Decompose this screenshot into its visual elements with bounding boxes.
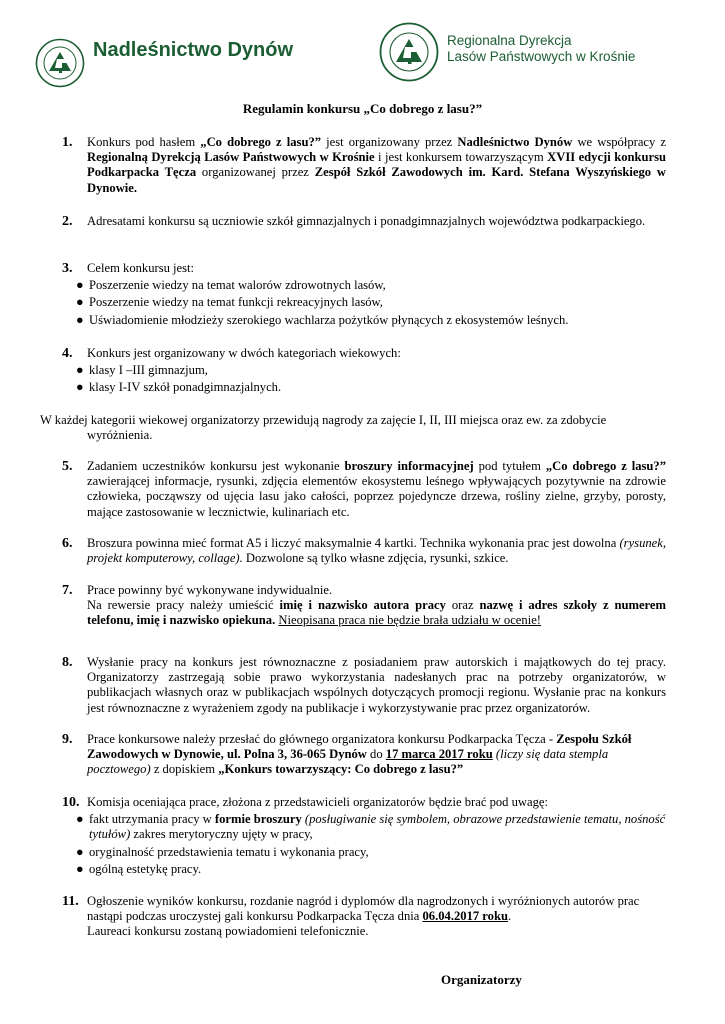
item-number: 11. xyxy=(62,894,79,909)
list-item-text: oryginalność przedstawienia tematu i wykonania pracy, xyxy=(89,844,369,859)
text-run: Zadaniem uczestników konkursu jest wykonanie xyxy=(87,459,345,473)
rule-item-8 xyxy=(62,655,666,716)
item-text xyxy=(87,135,666,196)
edition-name: XVII edycji konkursu Podkarpacka Tęcza xyxy=(87,150,667,180)
rule-item-4 xyxy=(62,346,666,396)
item-text: Wysłanie pracy na konkurs jest równoznaczne z posiadaniem praw autorskich i majątkowych do tej pracy. Organizatorzy zastrzegają sobie prawo wykorzystania nadesłanych prac na potrzeby organizatorów, w publikacjach własnych oraz w publikacjach wspólnych dotyczących promocji regionu. Wysłanie prac na konkurs jest równoznaczne z wyrażeniem zgody na publikacje i wykorzystywanie prac przez organizatorów. xyxy=(87,655,666,715)
rule-item-11 xyxy=(62,894,666,940)
text-block xyxy=(87,598,666,628)
text-run: organizowanej przez xyxy=(196,165,315,180)
lasy-panstwowe-logo-left xyxy=(35,38,85,88)
criteria-list xyxy=(62,812,666,877)
text-run: oraz xyxy=(445,598,480,613)
text-run: Na rewersie pracy należy umieścić xyxy=(87,598,280,613)
deadline-date: 17 marca 2017 roku xyxy=(385,747,493,762)
text-line: Laureaci konkursu zostaną powiadomieni telefonicznie. xyxy=(87,924,369,939)
list-item-text: Uświadomienie młodzieży szerokiego wachlarza pożytków płynących z ekosystemów leśnych. xyxy=(89,312,569,327)
author-requirement: imię i nazwisko autora pracy xyxy=(279,598,446,613)
rule-item-2 xyxy=(62,214,666,229)
partner-name: Regionalną Dyrekcją Lasów Państwowych w Krośnie xyxy=(87,150,375,165)
warning-note: Nieopisana praca nie będzie brała udziału w ocenie! xyxy=(278,613,541,628)
rule-item-1 xyxy=(62,135,666,196)
item-text: Konkurs jest organizowany w dwóch kategoriach wiekowych: xyxy=(87,346,401,360)
item-number: 1. xyxy=(62,135,73,150)
brochure-label: broszury informacyjnej xyxy=(344,459,474,473)
bullet-icon: ● xyxy=(76,812,84,827)
bullet-icon: ● xyxy=(76,312,84,327)
rdlp-brand-line2: Lasów Państwowych w Krośnie xyxy=(447,49,636,64)
text-run: zakres merytoryczny ujęty w pracy, xyxy=(130,827,313,842)
bullet-icon: ● xyxy=(76,844,84,859)
brochure-form: formie broszury xyxy=(214,812,302,827)
item-text: Adresatami konkursu są uczniowie szkół gimnazjalnych i ponadgimnazjalnych województwa podkarpackiego. xyxy=(87,214,646,228)
item-text xyxy=(87,459,666,520)
document-title: Regulamin konkursu „Co dobrego z lasu?” xyxy=(242,101,483,116)
school-requirement: nazwę i adres szkoły z numerem telefonu, imię i nazwisko opiekuna. xyxy=(87,598,666,628)
list-item xyxy=(62,295,666,310)
text-run: Dozwolone są tylko własne zdjęcia, rysunki, szkice. xyxy=(242,551,509,566)
item-number: 7. xyxy=(62,583,73,598)
rule-item-7 xyxy=(62,583,666,629)
text-run: Ogłoszenie wyników konkursu, rozdanie nagród i dyplomów dla nagrodzonych i wyróżnionych autorów prac nastąpi podczas uroczystej gali konkursu Podkarpacka Tęcza dnia xyxy=(87,894,640,924)
item-text: Komisja oceniająca prace, złożona z przedstawicieli organizatorów będzie brać pod uwagę: xyxy=(87,795,548,809)
rdlp-brand-line1: Regionalna Dyrekcja xyxy=(447,33,572,48)
item-text xyxy=(87,732,666,778)
list-item xyxy=(62,278,666,293)
item-number: 4. xyxy=(62,346,73,361)
text-run: . xyxy=(507,909,512,924)
text-block xyxy=(87,894,666,924)
bullet-icon: ● xyxy=(76,363,84,378)
text-run: zawierającej informacje, rysunki, zdjęcia elementów ekosystemu leśnego wpływających pozytywnie na zdrowie człowieka, począwszy od ujęcia lasu jako całości, poprzez pojedyncze drzewa, rośliny zielne, grzyby, porosty, mające zastosowanie w lecznictwie, kulinariach etc. xyxy=(87,474,666,519)
rule-item-9 xyxy=(62,732,666,778)
school-name: Zespół Szkół Zawodowych im. Kard. Stefana Wyszyńskiego w Dynowie. xyxy=(87,165,666,195)
text-line: Prace powinny być wykonywane indywidualnie. xyxy=(87,583,333,597)
postmark-note: (liczy się data stempla pocztowego) xyxy=(87,747,609,777)
item-number: 10. xyxy=(62,795,80,810)
signature: Organizatorzy xyxy=(441,972,522,987)
text-run: do xyxy=(366,747,386,762)
para-line: wyróżnienia. xyxy=(87,428,153,443)
goals-list xyxy=(62,278,666,328)
item-number: 9. xyxy=(62,732,73,747)
gala-date: 06.04.2017 roku xyxy=(422,909,508,924)
item-number: 3. xyxy=(62,261,73,276)
text-run: z dopiskiem xyxy=(150,762,219,777)
technique-note: (rysunek, projekt komputerowy, collage). xyxy=(87,536,666,566)
item-text xyxy=(87,583,666,629)
list-item xyxy=(62,845,666,860)
list-item-text: Poszerzenie wiedzy na temat walorów zdrowotnych lasów, xyxy=(89,278,386,293)
item-text xyxy=(87,894,666,940)
bullet-icon: ● xyxy=(76,380,84,395)
bullet-icon: ● xyxy=(76,295,84,310)
item-number: 5. xyxy=(62,459,73,474)
criteria-note: (posługiwanie się symbolem, obrazowe przedstawienie tematu, nośność tytułów) xyxy=(89,812,666,842)
address: Zespołu Szkół Zawodowych w Dynowie, ul. Polna 3, 36-065 Dynów xyxy=(87,732,632,762)
list-item-text: ogólną estetykę pracy. xyxy=(89,861,202,876)
text-run: pod tytułem xyxy=(473,459,546,473)
envelope-note: „Konkurs towarzyszący: Co dobrego z lasu?” xyxy=(218,762,464,777)
text-run: Prace konkursowe należy przesłać do głównego organizatora konkursu Podkarpacka Tęcza - xyxy=(87,732,557,746)
lasy-panstwowe-logo-right xyxy=(379,22,439,82)
text-run: i jest konkursem towarzyszącym xyxy=(374,150,548,165)
list-item xyxy=(62,380,666,395)
list-item xyxy=(62,812,666,842)
text-run: fakt utrzymania pracy w xyxy=(89,812,215,827)
prizes-paragraph xyxy=(40,413,666,443)
contest-slogan: „Co dobrego z lasu?” xyxy=(200,135,322,149)
text-run: Broszura powinna mieć format A5 i liczyć maksymalnie 4 kartki. Technika wykonania prac jest dowolna xyxy=(87,536,620,550)
bullet-icon: ● xyxy=(76,861,84,876)
item-text: Celem konkursu jest: xyxy=(87,261,195,275)
item-number: 8. xyxy=(62,655,73,670)
text-run: Konkurs pod hasłem xyxy=(87,135,201,149)
contest-slogan: „Co dobrego z lasu?” xyxy=(545,459,666,473)
list-item-text: Poszerzenie wiedzy na temat funkcji rekreacyjnych lasów, xyxy=(89,295,383,310)
text-run: we współpracy z xyxy=(572,135,666,149)
rule-item-10 xyxy=(62,795,666,877)
item-number: 6. xyxy=(62,536,73,551)
categories-list xyxy=(62,363,666,395)
organizer-name: Nadleśnictwo Dynów xyxy=(457,135,573,149)
para-line: W każdej kategorii wiekowej organizatorzy przewidują nagrody za zajęcie I, II, III miejsca oraz ew. za zdobycie xyxy=(40,413,607,427)
list-item-text: klasy I –III gimnazjum, xyxy=(89,363,208,378)
rule-item-3 xyxy=(62,261,666,328)
text-run: jest organizowany przez xyxy=(321,135,458,149)
list-item xyxy=(62,313,666,328)
nadlesnictwo-brand: Nadleśnictwo Dynów xyxy=(93,39,294,61)
list-item xyxy=(62,363,666,378)
item-number: 2. xyxy=(62,214,73,229)
rule-item-5 xyxy=(62,459,666,520)
bullet-icon: ● xyxy=(76,278,84,293)
rule-item-6 xyxy=(62,536,666,566)
list-item-text: klasy I-IV szkół ponadgimnazjalnych. xyxy=(89,380,282,395)
item-text xyxy=(87,536,666,566)
list-item xyxy=(62,862,666,877)
rdlp-brand xyxy=(447,33,635,65)
